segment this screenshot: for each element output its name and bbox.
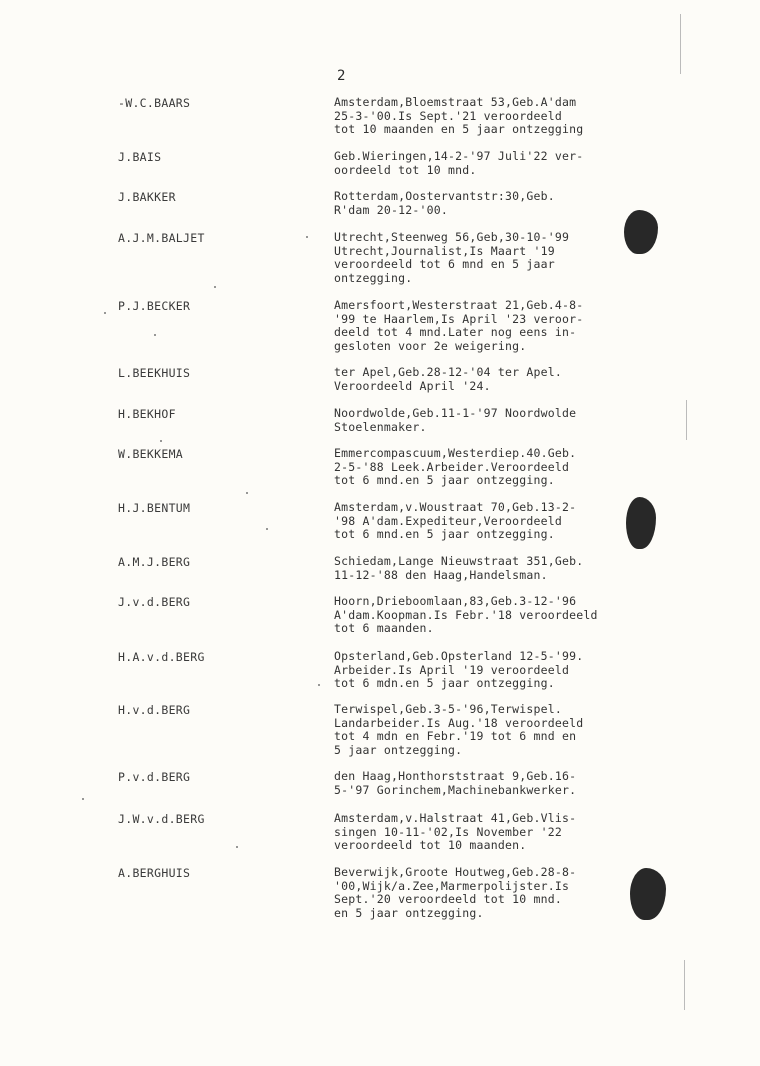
entry-details: Hoorn,Drieboomlaan,83,Geb.3-12-'96 A'dam.Koopman.Is Febr.'18 veroordeeld tot 6 maanden.	[334, 594, 598, 635]
entry-name: P.J.BECKER	[118, 299, 191, 313]
entry-name: A.BERGHUIS	[118, 866, 191, 880]
entry-name: J.BAKKER	[118, 190, 176, 204]
speck	[154, 334, 156, 336]
entry-name: A.M.J.BERG	[118, 555, 191, 569]
entry-details: Utrecht,Steenweg 56,Geb,30-10-'99 Utrecht,Journalist,Is Maart '19 veroordeeld tot 6 mnd en 5 jaar ontzegging.	[334, 230, 570, 285]
entry-name: J.BAIS	[118, 150, 162, 164]
speck	[236, 846, 238, 848]
entry-details: ter Apel,Geb.28-12-'04 ter Apel. Veroordeeld April '24.	[334, 365, 562, 393]
edge-mark	[680, 14, 681, 74]
entry-name: W.BEKKEMA	[118, 447, 184, 461]
entry-name: -W.C.BAARS	[118, 96, 191, 110]
entry-name: H.v.d.BERG	[118, 703, 191, 717]
entry-details: den Haag,Honthorststraat 9,Geb.16- 5-'97 Gorinchem,Machinebankwerker.	[334, 769, 577, 797]
ink-stain	[630, 868, 666, 920]
entry-details: Schiedam,Lange Nieuwstraat 351,Geb. 11-12-'88 den Haag,Handelsman.	[334, 554, 584, 582]
speck	[104, 312, 106, 314]
entry-name: A.J.M.BALJET	[118, 231, 205, 245]
edge-mark	[686, 400, 687, 440]
speck	[318, 684, 320, 686]
entry-name: H.BEKHOF	[118, 407, 176, 421]
page-number: 2	[337, 68, 347, 84]
speck	[306, 236, 308, 238]
entry-details: Amsterdam,v.Woustraat 70,Geb.13-2- '98 A'dam.Expediteur,Veroordeeld tot 6 mnd.en 5 jaar ontzegging.	[334, 500, 577, 541]
entry-details: Amsterdam,Bloemstraat 53,Geb.A'dam 25-3-'00.Is Sept.'21 veroordeeld tot 10 maanden en 5 jaar ontzegging	[334, 95, 584, 136]
entry-name: P.v.d.BERG	[118, 770, 191, 784]
entry-name: L.BEEKHUIS	[118, 366, 191, 380]
edge-mark	[684, 960, 685, 1010]
entry-name: H.J.BENTUM	[118, 501, 191, 515]
speck	[82, 798, 84, 800]
entry-details: Rotterdam,Oostervantstr:30,Geb. R'dam 20-12-'00.	[334, 189, 555, 217]
speck	[160, 440, 162, 442]
entry-details: Amersfoort,Westerstraat 21,Geb.4-8- '99 te Haarlem,Is April '23 veroor- deeld tot 4 mnd.Later nog eens in- gesloten voor 2e weigering.	[334, 298, 584, 353]
speck	[214, 286, 216, 288]
entry-details: Opsterland,Geb.Opsterland 12-5-'99. Arbeider.Is April '19 veroordeeld tot 6 mdn.en 5 jaar ontzegging.	[334, 649, 584, 690]
entry-details: Beverwijk,Groote Houtweg,Geb.28-8- '00,Wijk/a.Zee,Marmerpolijster.Is Sept.'20 veroordeeld tot 10 mnd. en 5 jaar ontzegging.	[334, 865, 577, 920]
speck	[246, 492, 248, 494]
entry-name: H.A.v.d.BERG	[118, 650, 205, 664]
entry-name: J.v.d.BERG	[118, 595, 191, 609]
speck	[266, 528, 268, 530]
entry-details: Emmercompascuum,Westerdiep.40.Geb. 2-5-'88 Leek.Arbeider.Veroordeeld tot 6 mnd.en 5 jaar ontzegging.	[334, 446, 577, 487]
entry-details: Noordwolde,Geb.11-1-'97 Noordwolde Stoelenmaker.	[334, 406, 577, 434]
entry-name: J.W.v.d.BERG	[118, 812, 205, 826]
entry-details: Terwispel,Geb.3-5-'96,Terwispel. Landarbeider.Is Aug.'18 veroordeeld tot 4 mdn en Febr.'19 tot 6 mnd en 5 jaar ontzegging.	[334, 702, 584, 757]
entry-details: Amsterdam,v.Halstraat 41,Geb.Vlis- singen 10-11-'02,Is November '22 veroordeeld tot 10 maanden.	[334, 811, 577, 852]
entry-details: Geb.Wieringen,14-2-'97 Juli'22 ver- oordeeld tot 10 mnd.	[334, 149, 584, 177]
